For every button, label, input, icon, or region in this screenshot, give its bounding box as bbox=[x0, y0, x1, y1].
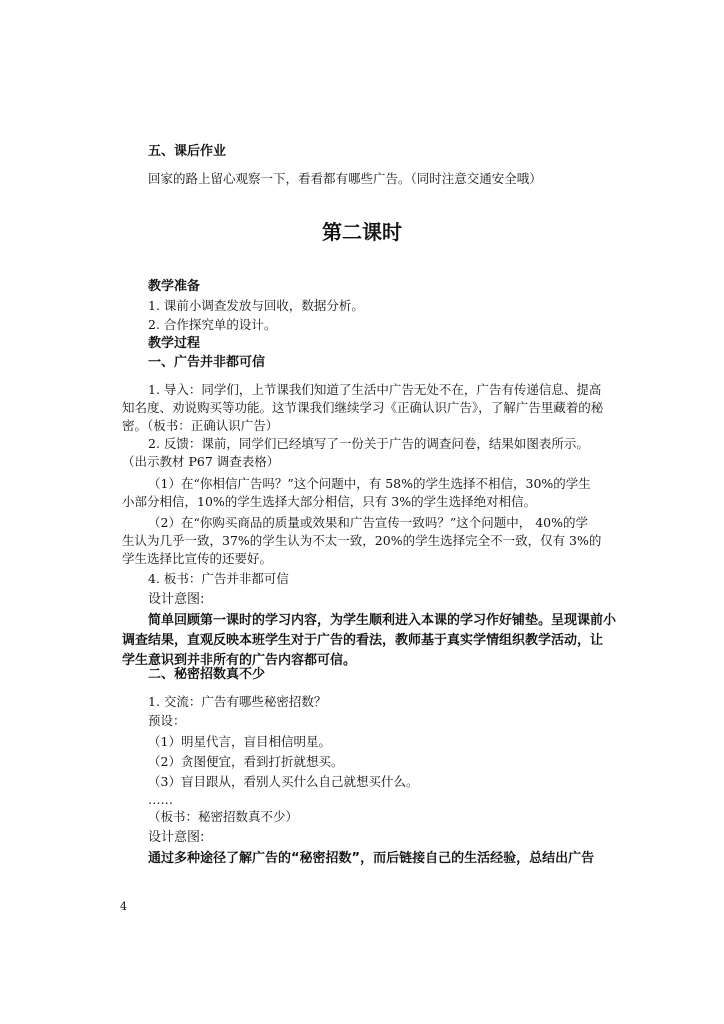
prep-item: 2. 合作探究单的设计。 bbox=[148, 317, 277, 332]
paragraph-line: （1）在“你相信广告吗？”这个问题中，有 58%的学生选择不相信，30%的学生 bbox=[148, 476, 591, 491]
paragraph-line: 知名度、劝说购买等功能。这节课我们继续学习《正确认识广告》，了解广告里藏着的秘 bbox=[122, 400, 604, 415]
design-intent-line: 调查结果，直观反映本班学生对于广告的看法，教师基于真实学情组织教学活动，让 bbox=[122, 633, 604, 648]
part1-heading: 一、广告并非都可信 bbox=[148, 355, 266, 370]
part2-heading: 二、秘密招数真不少 bbox=[148, 667, 266, 682]
paragraph-line: 1. 导入：同学们，上节课我们知道了生活中广告无处不在，广告有传递信息、提高 bbox=[148, 382, 602, 397]
paragraph-line: …… bbox=[148, 792, 173, 807]
design-intent-line: 简单回顾第一课时的学习内容，为学生顺利进入本课的学习作好铺垫。呈现课前小 bbox=[148, 613, 617, 628]
paragraph-line: （出示教材 P67 调查表格） bbox=[122, 454, 280, 469]
homework-text: 回家的路上留心观察一下，看看都有哪些广告。（同时注意交通安全哦） bbox=[148, 171, 542, 186]
paragraph-line: 密。（板书：正确认识广告） bbox=[122, 418, 279, 433]
lesson-title: 第二课时 bbox=[322, 220, 402, 244]
design-intent-label: 设计意图: bbox=[148, 830, 205, 845]
prep-heading: 教学准备 bbox=[148, 279, 201, 294]
paragraph-line: （板书：秘密招数真不少） bbox=[148, 809, 299, 824]
paragraph-line: 2. 反馈：课前，同学们已经填写了一份关于广告的调查问卷，结果如图表所示。 bbox=[148, 436, 589, 451]
design-intent-label: 设计意图: bbox=[148, 592, 205, 607]
paragraph-line: 预设： bbox=[148, 713, 186, 728]
homework-heading: 五、课后作业 bbox=[148, 144, 227, 159]
paragraph-line: 学生选择比宣传的还要好。 bbox=[122, 551, 273, 566]
prep-item: 1. 课前小调查发放与回收，数据分析。 bbox=[148, 298, 364, 313]
design-intent-line: 学生意识到并非所有的广告内容都可信。 bbox=[122, 653, 357, 668]
page-number: 4 bbox=[120, 900, 127, 913]
paragraph-line: 4. 板书：广告并非都可信 bbox=[148, 571, 289, 586]
paragraph-line: 小部分相信，10%的学生选择大部分相信，只有 3%的学生选择绝对相信。 bbox=[122, 494, 537, 509]
paragraph-line: （2）在“你购买商品的质量或效果和广告宣传一致吗？”这个问题中， 40%的学 bbox=[148, 515, 588, 530]
process-heading: 教学过程 bbox=[148, 336, 201, 351]
paragraph-line: （3）盲目跟从，看别人买什么自己就想买什么。 bbox=[148, 774, 419, 789]
paragraph-line: 1. 交流：广告有哪些秘密招数？ bbox=[148, 694, 327, 709]
paragraph-line: 生认为几乎一致，37%的学生认为不太一致，20%的学生选择完全不一致，仅有 3%的 bbox=[122, 533, 602, 548]
design-intent-line: 通过多种途径了解广告的“秘密招数”，而后链接自己的生活经验，总结出广告 bbox=[148, 851, 595, 866]
paragraph-line: （1）明星代言，盲目相信明星。 bbox=[148, 734, 331, 749]
paragraph-line: （2）贪图便宜，看到打折就想买。 bbox=[148, 754, 344, 769]
